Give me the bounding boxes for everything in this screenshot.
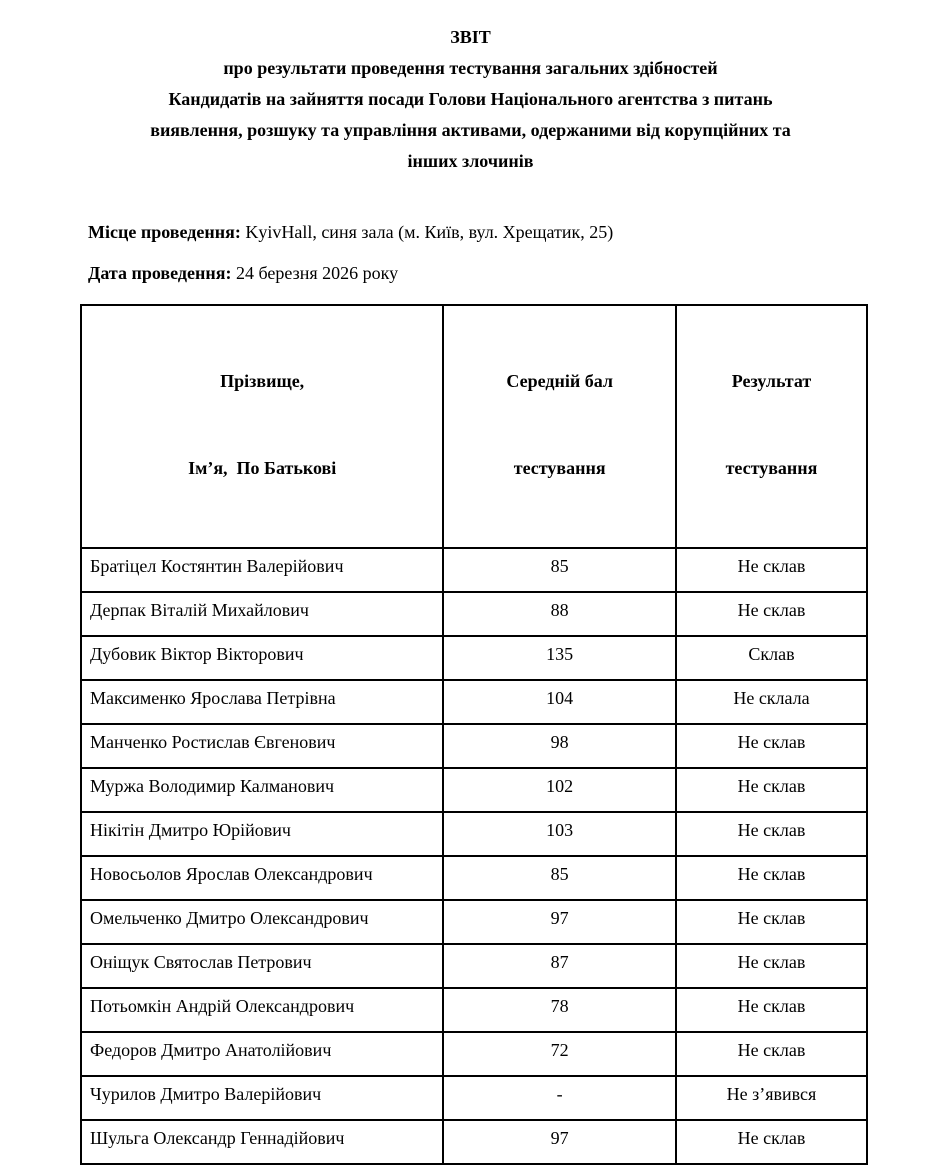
result-cell: Не склав	[676, 900, 867, 944]
table-row	[81, 900, 867, 944]
score-cell: 97	[443, 900, 676, 944]
header-row	[81, 305, 867, 548]
location-line	[88, 222, 941, 242]
candidate-name-cell: Омельченко Дмитро Олександрович	[81, 900, 443, 944]
report-subtitle	[61, 53, 881, 177]
table-row	[81, 1032, 867, 1076]
result-cell: Не склав	[676, 856, 867, 900]
result-cell: Не склав	[676, 592, 867, 636]
table-row	[81, 944, 867, 988]
report-subtitle-line: виявлення, розшуку та управління активами, одержаними від корупційних та	[150, 120, 791, 140]
candidate-name-cell: Манченко Ростислав Євгенович	[81, 724, 443, 768]
results-table-header	[81, 305, 867, 548]
result-cell: Не склав	[676, 944, 867, 988]
results-table-body	[81, 548, 867, 1164]
score-cell: 104	[443, 680, 676, 724]
result-cell: Не склав	[676, 1120, 867, 1164]
date-value: 24 березня 2026 року	[235, 263, 399, 283]
location-value: KyivHall, синя зала (м. Київ, вул. Хрещатик, 25)	[245, 222, 614, 242]
result-cell: Не склав	[676, 988, 867, 1032]
table-row	[81, 724, 867, 768]
report-subtitle-line: Кандидатів на зайняття посади Голови Національного агентства з питань	[168, 89, 773, 109]
result-cell: Не склав	[676, 1032, 867, 1076]
date-label: Дата проведення:	[88, 263, 232, 283]
score-cell: 98	[443, 724, 676, 768]
score-cell: 85	[443, 548, 676, 592]
score-cell: 102	[443, 768, 676, 812]
column-header-score	[443, 305, 676, 548]
result-cell: Не склав	[676, 812, 867, 856]
report-meta	[88, 222, 941, 283]
table-row	[81, 680, 867, 724]
candidate-name-cell: Нікітін Дмитро Юрійович	[81, 812, 443, 856]
report-title: ЗВІТ	[450, 27, 491, 47]
score-cell: 88	[443, 592, 676, 636]
result-cell: Не склала	[676, 680, 867, 724]
result-cell: Не з’явився	[676, 1076, 867, 1120]
result-cell: Склав	[676, 636, 867, 680]
candidate-name-cell: Оніщук Святослав Петрович	[81, 944, 443, 988]
report-subtitle-line: інших злочинів	[407, 151, 534, 171]
candidate-name-cell: Дубовик Віктор Вікторович	[81, 636, 443, 680]
candidate-name-cell: Шульга Олександр Геннадійович	[81, 1120, 443, 1164]
results-table	[80, 304, 868, 1165]
candidate-name-cell: Братіцел Костянтин Валерійович	[81, 548, 443, 592]
table-row	[81, 768, 867, 812]
score-cell: 78	[443, 988, 676, 1032]
table-row	[81, 548, 867, 592]
score-cell: -	[443, 1076, 676, 1120]
candidate-name-cell: Потьомкін Андрій Олександрович	[81, 988, 443, 1032]
table-row	[81, 988, 867, 1032]
score-cell: 135	[443, 636, 676, 680]
candidate-name-cell: Максименко Ярослава Петрівна	[81, 680, 443, 724]
column-header-score-line1: Середній бал	[506, 371, 613, 391]
column-header-name-line1: Прізвище,	[220, 371, 305, 391]
location-label: Місце проведення:	[88, 222, 241, 242]
column-header-result-line2: тестування	[725, 458, 818, 478]
score-cell: 87	[443, 944, 676, 988]
candidate-name-cell: Федоров Дмитро Анатолійович	[81, 1032, 443, 1076]
report-subtitle-line: про результати проведення тестування загальних здібностей	[223, 58, 718, 78]
candidate-name-cell: Чурилов Дмитро Валерійович	[81, 1076, 443, 1120]
result-cell: Не склав	[676, 548, 867, 592]
report-title-block	[61, 22, 881, 177]
table-row	[81, 1076, 867, 1120]
table-row	[81, 812, 867, 856]
candidate-name-cell: Дерпак Віталій Михайлович	[81, 592, 443, 636]
score-cell: 97	[443, 1120, 676, 1164]
result-cell: Не склав	[676, 768, 867, 812]
table-row	[81, 1120, 867, 1164]
column-header-name-line2: Ім’я, По Батькові	[188, 458, 337, 478]
column-header-name	[81, 305, 443, 548]
candidate-name-cell: Муржа Володимир Калманович	[81, 768, 443, 812]
table-row	[81, 592, 867, 636]
score-cell: 85	[443, 856, 676, 900]
result-cell: Не склав	[676, 724, 867, 768]
score-cell: 72	[443, 1032, 676, 1076]
table-row	[81, 856, 867, 900]
candidate-name-cell: Новосьолов Ярослав Олександрович	[81, 856, 443, 900]
column-header-result	[676, 305, 867, 548]
column-header-score-line2: тестування	[513, 458, 606, 478]
column-header-result-line1: Результат	[731, 371, 812, 391]
table-row	[81, 636, 867, 680]
date-line	[88, 263, 941, 283]
score-cell: 103	[443, 812, 676, 856]
